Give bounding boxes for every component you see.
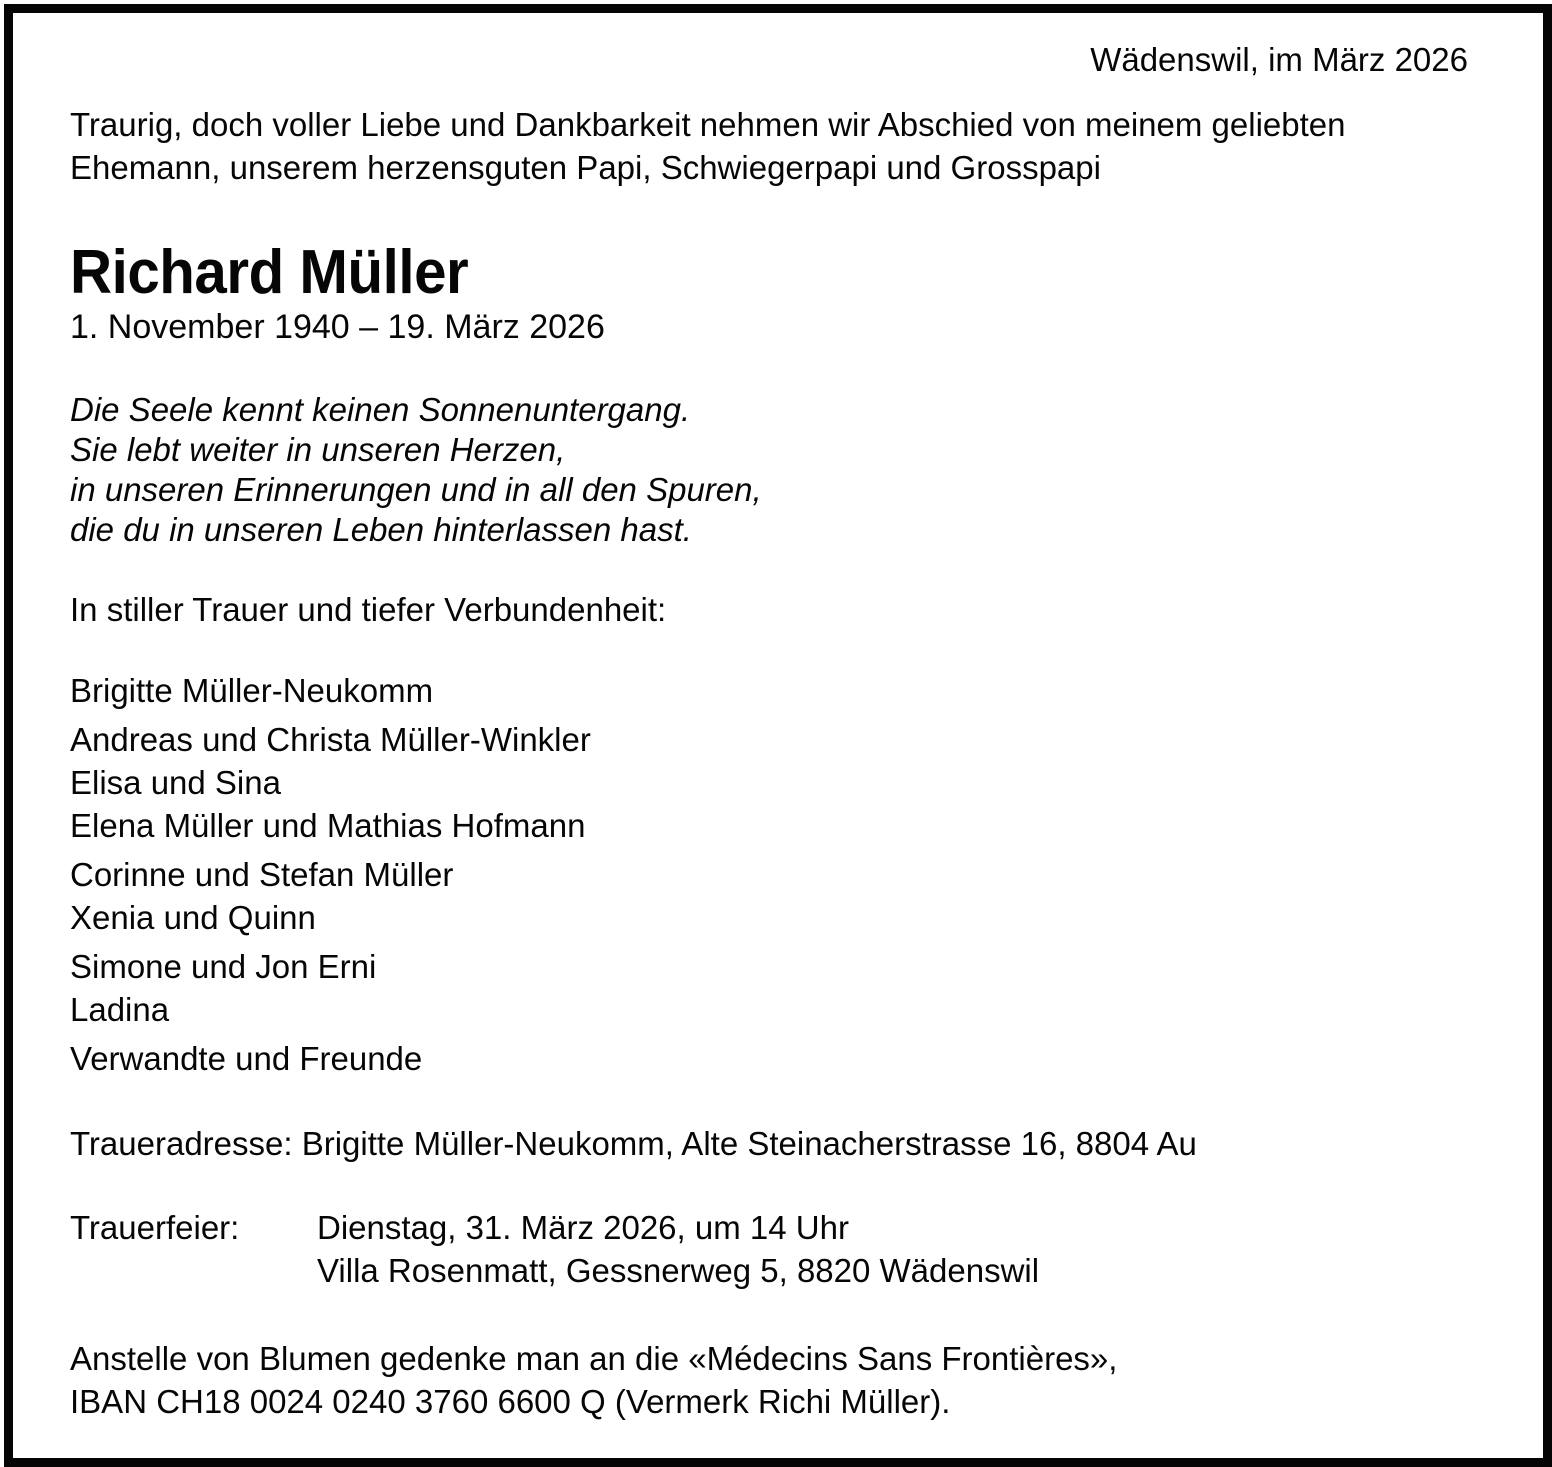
funeral-service-label: Trauerfeier: [70,1209,240,1246]
mourning-address: Traueradresse: Brigitte Müller-Neukomm, Alte Steinacherstrasse 16, 8804 Au [70,1125,1197,1162]
poem-line: die du in unseren Leben hinterlassen hast. [70,511,692,548]
obituary-border-frame [4,4,1552,1467]
poem-line: Die Seele kennt keinen Sonnenuntergang. [70,391,691,428]
intro-line: Traurig, doch voller Liebe und Dankbarkeit nehmen wir Abschied von meinem geliebten [70,106,1346,143]
family-member-line: Elena Müller und Mathias Hofmann [70,807,586,844]
deceased-name: Richard Müller [70,238,469,307]
family-group-2 [70,853,1468,939]
dateline: Wädenswil, im März 2026 [1090,41,1468,78]
family-group-1 [70,718,1468,847]
family-member-line: Ladina [70,991,170,1028]
family-group-3 [70,945,1468,1031]
donation-line: Anstelle von Blumen gedenke man an die «Médecins Sans Frontières», [70,1340,1118,1377]
family-member-line: Simone und Jon Erni [70,948,377,985]
funeral-service-line: Villa Rosenmatt, Gessnerweg 5, 8820 Wädenswil [317,1252,1040,1289]
condolence-heading: In stiller Trauer und tiefer Verbundenheit: [70,591,667,628]
donation-note [70,1337,1468,1423]
intro-paragraph [70,103,1468,189]
poem-line: Sie lebt weiter in unseren Herzen, [70,431,566,468]
memorial-poem [70,390,1468,550]
poem-line: in unseren Erinnerungen und in all den Spuren, [70,471,762,508]
family-member-line: Xenia und Quinn [70,899,316,936]
obituary-page [13,13,1543,1458]
funeral-service-details [317,1206,1039,1292]
funeral-service-line: Dienstag, 31. März 2026, um 14 Uhr [317,1209,849,1246]
donation-line: IBAN CH18 0024 0240 3760 6600 Q (Vermerk Richi Müller). [70,1383,951,1420]
family-member-line: Brigitte Müller-Neukomm [70,672,434,709]
family-member-line: Andreas und Christa Müller-Winkler [70,721,591,758]
family-group-spouse [70,669,1468,712]
family-member-line: Elisa und Sina [70,764,281,801]
family-member-line: Verwandte und Freunde [70,1040,423,1077]
intro-line: Ehemann, unserem herzensguten Papi, Schwiegerpapi und Grosspapi [70,149,1101,186]
funeral-service-section [70,1206,1468,1292]
family-member-line: Corinne und Stefan Müller [70,856,454,893]
family-group-relatives [70,1037,1468,1080]
life-dates: 1. November 1940 – 19. März 2026 [70,308,605,346]
